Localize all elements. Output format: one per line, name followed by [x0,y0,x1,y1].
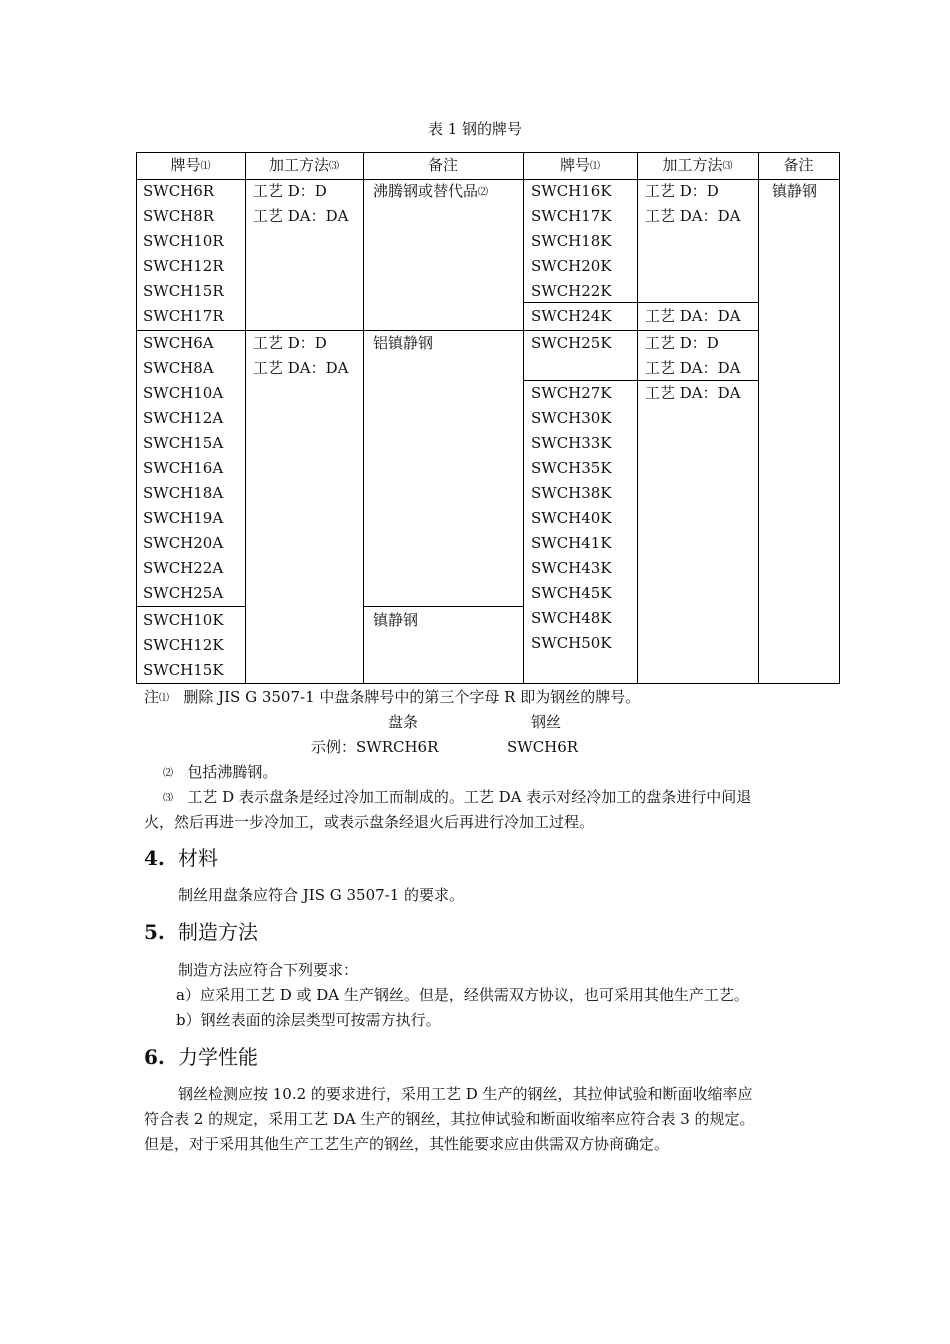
note-3-line-1: ⑶ 工艺 D 表示盘条是经过冷加工而制成的。工艺 DA 表示对经冷加工的盘条进行中间退 [163,788,752,806]
section-6-line-2: 符合表 2 的规定，采用工艺 DA 生产的钢丝，其拉伸试验和断面收缩率应符合表 3 的规定。 [144,1110,755,1128]
note-1: 注⑴ 删除 JIS G 3507-1 中盘条牌号中的第三个字母 R 即为钢丝的牌号。 [144,688,641,706]
col-line [523,152,524,684]
remark-right: 镇静钢 [772,182,818,200]
remark-a: 铝镇静钢 [373,334,434,352]
header-method-right: 加工方法⑶ [662,156,733,174]
note-3-line-2: 火，然后再进一步冷加工，或表示盘条经退火后再进行冷加工过程。 [144,813,595,831]
grade-list-a: SWCH6A SWCH8A SWCH10A SWCH12A SWCH15A SWCH16A SWCH18A SWCH19A SWCH20A SWCH22A SWCH25A [143,334,224,602]
example-head-coil: 盘条 [388,713,419,731]
table-border-bottom [136,683,840,684]
grade-right-2: SWCH24K [531,307,612,325]
method-right-1: 工艺 D：D 工艺 DA：DA [645,182,741,225]
header-grade: 牌号⑴ [170,156,211,174]
method-right-3: 工艺 D：D 工艺 DA：DA [645,334,741,377]
grade-list-right-4: SWCH27K SWCH30K SWCH33K SWCH35K SWCH38K SWCH40K SWCH41K SWCH43K SWCH45K SWCH48K SWCH50K [531,384,612,652]
col-line [245,152,246,684]
section-5-intro: 制造方法应符合下列要求： [178,961,359,979]
section-4-text: 制丝用盘条应符合 JIS G 3507-1 的要求。 [178,886,465,904]
col-line [839,152,840,684]
header-remark: 备注 [427,156,458,174]
header-remark-right: 备注 [783,156,814,174]
group-divider [363,606,523,607]
table-caption: 表 1 钢的牌号 [427,120,523,138]
section-6-line-1: 钢丝检测应按 10.2 的要求进行，采用工艺 D 生产的钢丝，其拉伸试验和断面收缩率应 [178,1085,753,1103]
section-5-heading: 5. 制造方法 [144,920,258,944]
col-line [758,152,759,684]
grade-list-k1: SWCH10K SWCH12K SWCH15K [143,611,224,679]
section-6-heading: 6. 力学性能 [144,1045,258,1069]
section-4-heading: 4. 材料 [144,846,218,870]
method-r: 工艺 D：D 工艺 DA：DA [253,182,349,225]
example-label: 示例：SWRCH6R [311,738,439,756]
col-line [637,152,638,684]
note-2: ⑵ 包括沸腾钢。 [163,763,278,781]
col-line [136,152,137,684]
header-grade-right: 牌号⑴ [559,156,600,174]
section-5-item-b: b）钢丝表面的涂层类型可按需方执行。 [176,1011,441,1029]
group-divider [136,606,245,607]
grade-list-right-1: SWCH16K SWCH17K SWCH18K SWCH20K SWCH22K [531,182,612,300]
grade-list-r: SWCH6R SWCH8R SWCH10R SWCH12R SWCH15R SWCH17R [143,182,224,325]
remark-k1: 镇静钢 [373,611,419,629]
remark-r: 沸腾钢或替代品⑵ [373,182,489,200]
section-5-item-a: a）应采用工艺 D 或 DA 生产钢丝。但是，经供需双方协议，也可采用其他生产工艺。 [176,986,749,1004]
steel-grade-table [136,152,840,684]
col-line [363,152,364,684]
method-a: 工艺 D：D 工艺 DA：DA [253,334,349,377]
header-method: 加工方法⑶ [268,156,339,174]
method-right-2: 工艺 DA：DA [645,307,741,325]
example-value: SWCH6R [507,738,579,756]
example-head-wire: 钢丝 [531,713,562,731]
grade-right-3: SWCH25K [531,334,612,352]
method-right-4: 工艺 DA：DA [645,384,741,402]
section-6-line-3: 但是，对于采用其他生产工艺生产的钢丝，其性能要求应由供需双方协商确定。 [144,1135,670,1153]
